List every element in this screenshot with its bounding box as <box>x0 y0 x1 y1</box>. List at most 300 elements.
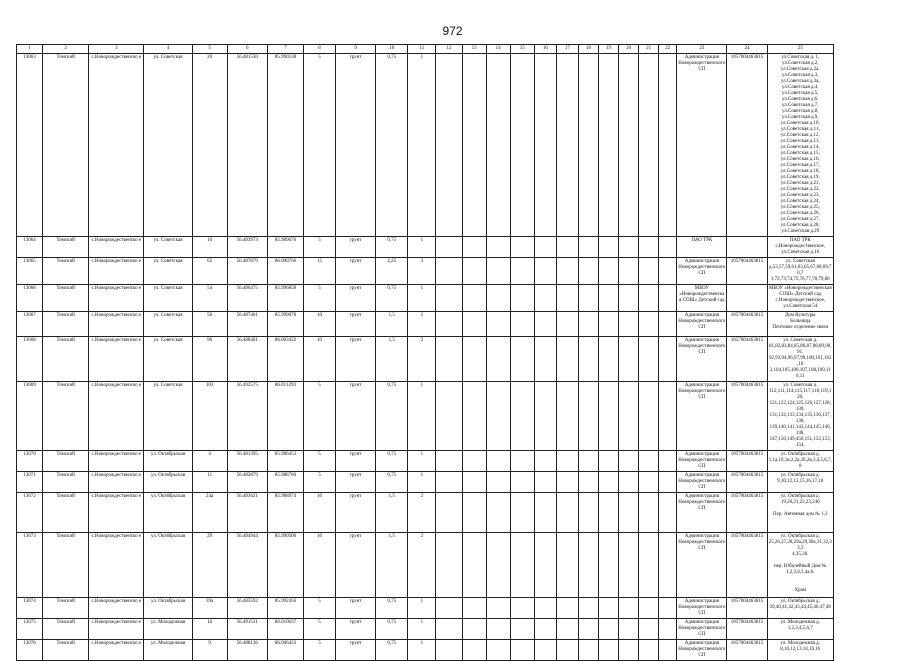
empty-cell <box>578 285 598 312</box>
served-objects-line: ул.Советская д.21, ул.Советская д.22, ул.Советская д.23, <box>780 181 820 198</box>
served-objects-cell <box>767 285 833 312</box>
area-cell: 0,75 <box>376 472 408 493</box>
served-objects-line: д.53,57,59,61,63,65,67,68,69,70,7 <box>769 265 832 276</box>
longitude-cell: 86.003432 <box>267 337 303 382</box>
empty-cell <box>578 237 598 258</box>
region-cell: Томский <box>43 533 89 598</box>
latitude-cell: 56.481395 <box>227 451 267 472</box>
empty-cell <box>462 337 486 382</box>
street-cell: ул. Советская <box>144 54 192 237</box>
served-objects-line: пер. Юбилейный Дом № <box>773 564 827 569</box>
empty-cell <box>510 493 534 533</box>
region-cell: Томский <box>43 337 89 382</box>
longitude-cell: 85.986453 <box>267 451 303 472</box>
record-id-cell: 13069 <box>17 382 43 451</box>
record-id-cell: 13068 <box>17 337 43 382</box>
house-cell: 11 <box>192 472 227 493</box>
served-objects-line: ул.Советская д.11, ул.Советская д.12, ул.Советская д.13, <box>780 127 820 144</box>
empty-cell <box>534 382 556 451</box>
surface-cell: грунт <box>336 533 376 598</box>
empty-cell <box>486 451 510 472</box>
served-objects-line: ул. Советская д. <box>783 338 818 343</box>
surface-cell: грунт <box>336 237 376 258</box>
empty-cell <box>599 382 619 451</box>
empty-cell <box>599 451 619 472</box>
served-objects-line: ул. Октябрьская д. <box>780 599 820 604</box>
record-id-cell: 13070 <box>17 451 43 472</box>
served-objects-line: ул. Октябрьская д. <box>780 473 820 478</box>
empty-cell <box>510 619 534 640</box>
empty-cell <box>659 640 677 661</box>
served-objects-line: ПАО ТРК <box>789 238 811 243</box>
surface-cell: грунт <box>336 493 376 533</box>
empty-cell <box>659 285 677 312</box>
empty-cell <box>462 619 486 640</box>
longitude-cell: 85.989676 <box>267 237 303 258</box>
longitude-cell: 85.990138 <box>267 54 303 237</box>
empty-cell <box>436 312 462 337</box>
empty-cell <box>599 285 619 312</box>
empty-cell <box>510 451 534 472</box>
empty-cell <box>436 258 462 285</box>
house-cell: 56 <box>192 312 227 337</box>
empty-cell <box>462 382 486 451</box>
count-cell: 2 <box>408 337 436 382</box>
count-cell: 1 <box>408 54 436 237</box>
empty-cell <box>436 285 462 312</box>
latitude-cell: 56.483973 <box>227 237 267 258</box>
longitude-cell: 85.999078 <box>267 312 303 337</box>
empty-cell <box>659 312 677 337</box>
column-number: 21 <box>639 45 659 54</box>
owner-cell: Администрация Новорождественского СП <box>677 451 727 472</box>
record-id-cell: 13066 <box>17 285 43 312</box>
ogrn-cell: 1057004463815 <box>727 619 767 640</box>
width-cell: 5 <box>304 619 336 640</box>
empty-cell <box>639 598 659 619</box>
settlement-cell: с.Новорождественско е <box>89 640 144 661</box>
table-row <box>17 472 834 493</box>
served-objects-line: ул.Советская д.17, ул.Советская д.18, ул.Советская д.19, <box>780 163 820 180</box>
count-cell: 1 <box>408 640 436 661</box>
empty-cell <box>510 337 534 382</box>
empty-cell <box>659 337 677 382</box>
surface-cell: грунт <box>336 337 376 382</box>
empty-cell <box>556 493 578 533</box>
house-cell: 29 <box>192 533 227 598</box>
served-objects-line: 25,26,27,28,29а,29,30а,31,32,33,3 <box>768 540 832 551</box>
empty-cell <box>659 54 677 237</box>
served-objects-line: ул. Октябрьская д. <box>780 494 820 499</box>
house-cell: 96 <box>192 337 227 382</box>
served-objects-line: 112,111,114,115,117,118,119,120, <box>769 389 832 400</box>
surface-cell: грунт <box>336 258 376 285</box>
house-cell: 10 <box>192 237 227 258</box>
column-number: 25 <box>767 45 833 54</box>
owner-cell: Администрация Новорождественского СП <box>677 258 727 285</box>
served-objects-cell <box>767 598 833 619</box>
ogrn-cell: 1057004463815 <box>727 472 767 493</box>
empty-cell <box>486 472 510 493</box>
latitude-cell: 56.491531 <box>227 619 267 640</box>
empty-cell <box>639 337 659 382</box>
owner-cell: Администрация Новорождественского СП <box>677 619 727 640</box>
empty-cell <box>510 382 534 451</box>
empty-cell <box>599 237 619 258</box>
surface-cell: грунт <box>336 619 376 640</box>
width-cell: 5 <box>304 640 336 661</box>
empty-cell <box>462 285 486 312</box>
table-row <box>17 533 834 598</box>
area-cell: 0,75 <box>376 285 408 312</box>
served-objects-line: СОШ» Детский сад <box>779 292 822 297</box>
latitude-cell: 56.492575 <box>227 382 267 451</box>
empty-cell <box>486 493 510 533</box>
region-cell: Томский <box>43 54 89 237</box>
empty-cell <box>578 451 598 472</box>
longitude-cell: 85.988974 <box>267 493 303 533</box>
column-number: 16 <box>534 45 556 54</box>
empty-cell <box>534 54 556 237</box>
column-number: 9 <box>336 45 376 54</box>
served-objects-cell <box>767 382 833 451</box>
served-objects-line: с.Новорождественское, <box>775 244 826 249</box>
served-objects-line: ул. Советская д. <box>783 383 818 388</box>
ogrn-cell: 1057004463815 <box>727 258 767 285</box>
column-number: 24 <box>727 45 767 54</box>
settlement-cell: с.Новорождественско е <box>89 237 144 258</box>
house-cell: 39а <box>192 598 227 619</box>
empty-cell <box>534 285 556 312</box>
empty-cell <box>510 285 534 312</box>
settlement-cell: с.Новорождественско е <box>89 285 144 312</box>
record-id-cell: 13073 <box>17 533 43 598</box>
ogrn-cell: 1057004463815 <box>727 451 767 472</box>
served-objects-cell <box>767 237 833 258</box>
empty-cell <box>599 598 619 619</box>
empty-cell <box>619 619 639 640</box>
empty-cell <box>578 312 598 337</box>
width-cell: 10 <box>304 533 336 598</box>
empty-cell <box>639 237 659 258</box>
longitude-cell: 86.010637 <box>267 619 303 640</box>
house-cell: 16 <box>192 619 227 640</box>
served-objects-line: Почтовое отделение связи <box>772 325 829 330</box>
empty-cell <box>534 237 556 258</box>
empty-cell <box>639 451 659 472</box>
empty-cell <box>556 451 578 472</box>
empty-cell <box>436 619 462 640</box>
served-objects-line: ул.Советская д.14, ул.Советская д.15, ул.Советская д.16, <box>780 145 820 162</box>
empty-cell <box>619 337 639 382</box>
served-objects-line: 19,20,21,22,23,24б <box>780 500 820 505</box>
surface-cell: грунт <box>336 312 376 337</box>
latitude-cell: 56.488401 <box>227 337 267 382</box>
width-cell: 5 <box>304 237 336 258</box>
record-id-cell: 13075 <box>17 619 43 640</box>
latitude-cell: 56.487879 <box>227 258 267 285</box>
table-row <box>17 337 834 382</box>
street-cell: ул. Октябрьская <box>144 472 192 493</box>
served-objects-line: 1,72,73,74,75,76,77,78,79,80 <box>770 277 830 282</box>
empty-cell <box>619 598 639 619</box>
empty-cell <box>659 619 677 640</box>
served-objects-cell <box>767 619 833 640</box>
column-number: 8 <box>304 45 336 54</box>
empty-cell <box>556 640 578 661</box>
street-cell: ул. Советская <box>144 237 192 258</box>
column-number: 7 <box>267 45 303 54</box>
settlement-cell: с.Новорождественско е <box>89 337 144 382</box>
longitude-cell: 86.011293 <box>267 382 303 451</box>
empty-cell <box>534 337 556 382</box>
empty-cell <box>639 619 659 640</box>
area-cell: 1,5 <box>376 312 408 337</box>
house-cell: 24а <box>192 493 227 533</box>
empty-cell <box>599 54 619 237</box>
longitude-cell: 86.000766 <box>267 258 303 285</box>
table-row <box>17 493 834 533</box>
empty-cell <box>486 54 510 237</box>
settlement-cell: с.Новорождественско е <box>89 598 144 619</box>
column-number: 22 <box>659 45 677 54</box>
empty-cell <box>619 312 639 337</box>
empty-cell <box>556 237 578 258</box>
house-cell: 54 <box>192 285 227 312</box>
record-id-cell: 13071 <box>17 472 43 493</box>
empty-cell <box>534 258 556 285</box>
column-number: 18 <box>578 45 598 54</box>
width-cell: 10 <box>304 493 336 533</box>
owner-cell: Администрация Новорождественского СП <box>677 640 727 661</box>
empty-cell <box>578 472 598 493</box>
served-objects-line: ул.Советская д.27, ул.Советская д.28, ул.Советская д.29 <box>780 217 820 234</box>
empty-cell <box>639 382 659 451</box>
served-objects-cell <box>767 54 833 237</box>
served-objects-cell <box>767 533 833 598</box>
street-cell: ул. Октябрьская <box>144 598 192 619</box>
empty-cell <box>534 619 556 640</box>
column-number: 11 <box>408 45 436 54</box>
served-objects-line: Пер. Автомная дом № 1,3 <box>773 512 828 517</box>
column-number-row <box>17 45 834 54</box>
empty-cell <box>436 493 462 533</box>
served-objects-line: ул.Советская д.3, ул.Советская д.3а, ул.Советская д.4, <box>780 73 820 90</box>
region-cell: Томский <box>43 493 89 533</box>
record-id-cell: 13076 <box>17 640 43 661</box>
empty-cell <box>556 337 578 382</box>
served-objects-line: с.Новорождественское, <box>775 298 826 303</box>
empty-cell <box>462 451 486 472</box>
count-cell: 1 <box>408 451 436 472</box>
settlement-cell: с.Новорождественско е <box>89 472 144 493</box>
empty-cell <box>436 598 462 619</box>
owner-cell: Администрация Новорождественского СП <box>677 337 727 382</box>
served-objects-line: МБОУ «Новорождественская <box>768 286 832 291</box>
empty-cell <box>619 258 639 285</box>
empty-cell <box>639 640 659 661</box>
street-cell: ул. Советская <box>144 285 192 312</box>
width-cell: 5 <box>304 382 336 451</box>
surface-cell: грунт <box>336 285 376 312</box>
served-objects-line: ул. Советская <box>785 259 815 264</box>
record-id-cell: 13067 <box>17 312 43 337</box>
empty-cell <box>599 258 619 285</box>
empty-cell <box>619 533 639 598</box>
column-number: 12 <box>436 45 462 54</box>
empty-cell <box>462 640 486 661</box>
served-objects-line: ул.Советская д.24, ул.Советская д.25, ул.Советская д.26, <box>780 199 820 216</box>
region-cell: Томский <box>43 451 89 472</box>
empty-cell <box>436 337 462 382</box>
served-objects-line: ул.Советская д.16 <box>781 250 820 255</box>
served-objects-cell <box>767 451 833 472</box>
table-row <box>17 640 834 661</box>
served-objects-cell <box>767 472 833 493</box>
longitude-cell: 85.988760 <box>267 472 303 493</box>
area-cell: 0,75 <box>376 237 408 258</box>
empty-cell <box>619 472 639 493</box>
served-objects-line: ул. Октябрьская д. <box>780 452 820 457</box>
empty-cell <box>436 533 462 598</box>
empty-cell <box>534 640 556 661</box>
table-row <box>17 237 834 258</box>
column-number: 1 <box>17 45 43 54</box>
empty-cell <box>486 640 510 661</box>
area-cell: 1,5 <box>376 337 408 382</box>
served-objects-cell <box>767 312 833 337</box>
street-cell: ул. Советская <box>144 312 192 337</box>
house-cell: 9 <box>192 640 227 661</box>
ogrn-cell: 1057004463815 <box>727 312 767 337</box>
house-cell: 4 <box>192 451 227 472</box>
empty-cell <box>486 237 510 258</box>
ogrn-cell: 1057004463815 <box>727 337 767 382</box>
count-cell: 2 <box>408 312 436 337</box>
served-objects-line: 139,140,141,143,144,145,146,148, <box>769 425 831 436</box>
width-cell: 5 <box>304 451 336 472</box>
empty-cell <box>534 472 556 493</box>
settlement-cell: с.Новорождественско е <box>89 54 144 237</box>
owner-cell: Администрация Новорождественского СП <box>677 312 727 337</box>
region-cell: Томский <box>43 640 89 661</box>
empty-cell <box>510 54 534 237</box>
width-cell: 5 <box>304 54 336 237</box>
empty-cell <box>639 472 659 493</box>
region-cell: Томский <box>43 472 89 493</box>
empty-cell <box>599 493 619 533</box>
column-number: 23 <box>677 45 727 54</box>
house-cell: 62 <box>192 258 227 285</box>
empty-cell <box>578 533 598 598</box>
street-cell: ул. Советская <box>144 258 192 285</box>
empty-cell <box>556 258 578 285</box>
record-id-cell: 13064 <box>17 237 43 258</box>
width-cell: 5 <box>304 472 336 493</box>
settlement-cell: с.Новорождественско е <box>89 382 144 451</box>
empty-cell <box>556 619 578 640</box>
column-number: 2 <box>43 45 89 54</box>
table-row <box>17 619 834 640</box>
owner-cell: Администрация Новорождественского СП <box>677 54 727 237</box>
area-cell: 1,5 <box>376 493 408 533</box>
empty-cell <box>556 312 578 337</box>
empty-cell <box>578 258 598 285</box>
empty-cell <box>639 258 659 285</box>
record-id-cell: 13065 <box>17 258 43 285</box>
surface-cell: грунт <box>336 640 376 661</box>
surface-cell: грунт <box>336 382 376 451</box>
column-number: 15 <box>510 45 534 54</box>
served-objects-line: ул.Советская 54 <box>783 304 818 309</box>
record-id-cell: 13074 <box>17 598 43 619</box>
surface-cell: грунт <box>336 598 376 619</box>
latitude-cell: 56.483621 <box>227 493 267 533</box>
count-cell: 1 <box>408 619 436 640</box>
ogrn-cell: 1057004463815 <box>727 493 767 533</box>
column-number: 20 <box>619 45 639 54</box>
region-cell: Томский <box>43 312 89 337</box>
empty-cell <box>639 312 659 337</box>
count-cell: 1 <box>408 285 436 312</box>
served-objects-line: ул. Молодежная д. <box>780 641 820 646</box>
street-cell: ул. Советская <box>144 382 192 451</box>
ogrn-cell: 1057004463815 <box>727 54 767 237</box>
served-objects-cell <box>767 640 833 661</box>
region-cell: Томский <box>43 598 89 619</box>
column-number: 19 <box>599 45 619 54</box>
column-number: 3 <box>89 45 144 54</box>
empty-cell <box>510 533 534 598</box>
area-cell: 0,75 <box>376 598 408 619</box>
served-objects-line: 8,10,12,13,14,16,16 <box>780 647 821 652</box>
empty-cell <box>510 598 534 619</box>
served-objects-line: 92,93,94,96,97,99,100,101,102,10 <box>769 356 832 367</box>
empty-cell <box>462 312 486 337</box>
empty-cell <box>578 640 598 661</box>
page-number: 972 <box>442 24 463 38</box>
count-cell: 3 <box>408 258 436 285</box>
table-row <box>17 382 834 451</box>
count-cell: 2 <box>408 493 436 533</box>
street-cell: ул. Советская <box>144 337 192 382</box>
area-cell: 0,75 <box>376 54 408 237</box>
empty-cell <box>534 493 556 533</box>
empty-cell <box>578 54 598 237</box>
empty-cell <box>486 382 510 451</box>
area-cell: 1,5 <box>376 533 408 598</box>
latitude-cell: 56.485592 <box>227 598 267 619</box>
settlement-cell: с.Новорождественско е <box>89 258 144 285</box>
owner-cell: Администрация Новорождественского СП <box>677 533 727 598</box>
served-objects-line: 1,1а,1б,1в,2,2а,2б,2в,3,4,5,6,7,8 <box>768 458 832 469</box>
empty-cell <box>659 382 677 451</box>
ogrn-cell: 1057004463815 <box>727 598 767 619</box>
street-cell: ул. Молодежная <box>144 640 192 661</box>
latitude-cell: 56.482879 <box>227 472 267 493</box>
settlement-cell: с.Новорождественско е <box>89 312 144 337</box>
width-cell: 10 <box>304 312 336 337</box>
table-row <box>17 451 834 472</box>
width-cell: 10 <box>304 337 336 382</box>
street-cell: ул. Октябрьская <box>144 533 192 598</box>
settlement-cell: с.Новорождественско е <box>89 619 144 640</box>
empty-cell <box>659 472 677 493</box>
served-objects-line: ул. Молодежная д. 1,2,3,4,5,6,7 <box>780 620 820 631</box>
empty-cell <box>599 472 619 493</box>
empty-cell <box>436 237 462 258</box>
empty-cell <box>578 382 598 451</box>
